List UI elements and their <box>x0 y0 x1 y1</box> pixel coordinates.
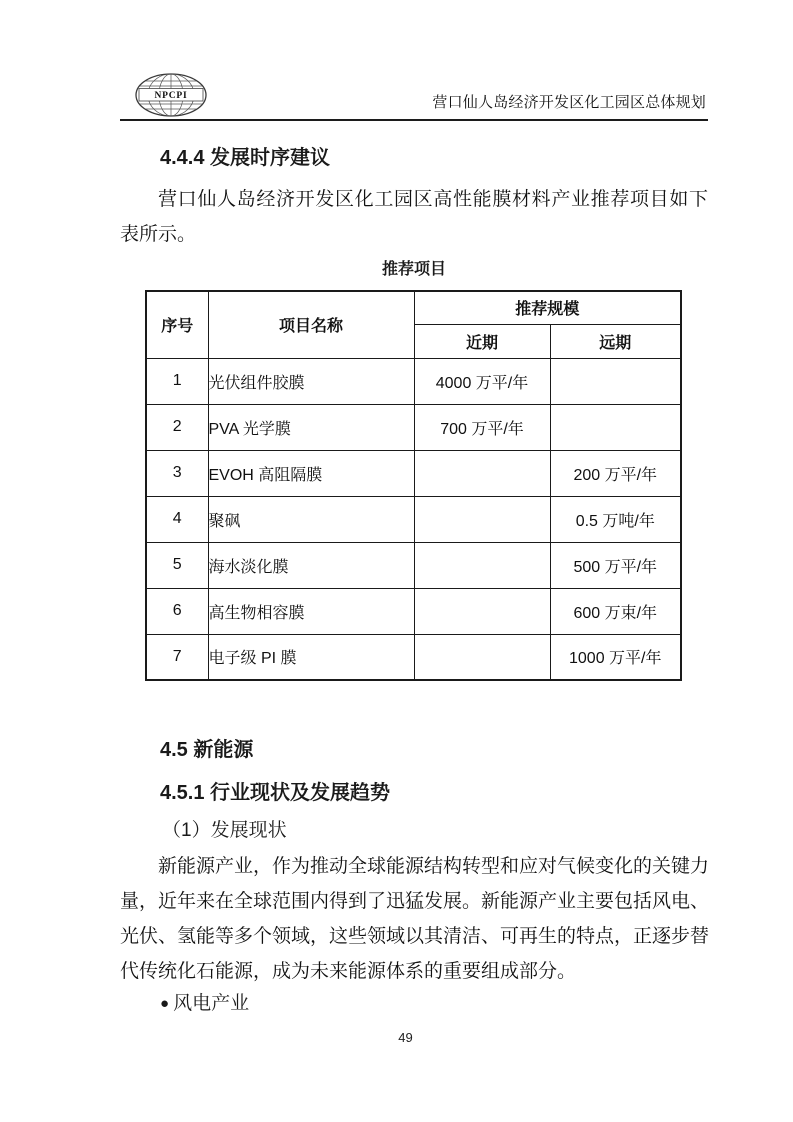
bullet-icon: ● <box>160 995 170 1012</box>
logo-text: NPCPI <box>154 91 188 102</box>
cell-no: 5 <box>146 542 208 588</box>
cell-near-term <box>414 450 550 496</box>
cell-far-term: 1000 万平/年 <box>550 634 681 680</box>
cell-project-name: 聚砜 <box>208 496 414 542</box>
heading-4-5-1: 4.5.1 行业现状及发展趋势 <box>160 782 391 804</box>
npcpi-globe-logo-icon <box>134 73 208 117</box>
cell-no: 1 <box>146 358 208 404</box>
heading-4-4-4: 4.4.4 发展时序建议 <box>160 147 331 169</box>
cell-near-term <box>414 496 550 542</box>
item-heading-1: （1）发展现状 <box>162 820 287 841</box>
col-header-name: 项目名称 <box>208 291 414 358</box>
cell-no: 4 <box>146 496 208 542</box>
table-row <box>146 542 681 588</box>
table-title: 推荐项目 <box>381 261 446 278</box>
paragraph-line: 量，近年来在全球范围内得到了迅猛发展。新能源产业主要包括风电、 <box>120 891 710 912</box>
bullet-text: 风电产业 <box>173 993 250 1014</box>
cell-project-name: PVA 光学膜 <box>208 404 414 450</box>
cell-project-name: 电子级 PI 膜 <box>208 634 414 680</box>
paragraph-line: 新能源产业，作为推动全球能源结构转型和应对气候变化的关键力 <box>158 856 710 877</box>
cell-no: 7 <box>146 634 208 680</box>
cell-far-term <box>550 358 681 404</box>
cell-project-name: 高生物相容膜 <box>208 588 414 634</box>
col-header-no: 序号 <box>146 291 208 358</box>
cell-near-term <box>414 634 550 680</box>
paragraph-line: 光伏、氢能等多个领域，这些领域以其清洁、可再生的特点，正逐步替 <box>120 926 710 947</box>
cell-project-name: 光伏组件胶膜 <box>208 358 414 404</box>
cell-no: 3 <box>146 450 208 496</box>
heading-4-5: 4.5 新能源 <box>160 739 254 761</box>
table-row <box>146 496 681 542</box>
document-title: 营口仙人岛经济开发区化工园区总体规划 <box>432 95 706 111</box>
table-row <box>146 358 681 404</box>
cell-near-term: 4000 万平/年 <box>414 358 550 404</box>
paragraph-line: 营口仙人岛经济开发区化工园区高性能膜材料产业推荐项目如下 <box>158 189 708 210</box>
page-number: 49 <box>398 1030 413 1045</box>
recommended-projects-table <box>145 290 682 681</box>
cell-near-term <box>414 542 550 588</box>
cell-project-name: EVOH 高阻隔膜 <box>208 450 414 496</box>
col-header-near: 近期 <box>414 324 550 358</box>
table-row <box>146 450 681 496</box>
cell-near-term <box>414 588 550 634</box>
cell-near-term: 700 万平/年 <box>414 404 550 450</box>
paragraph-45 <box>120 849 708 989</box>
cell-no: 2 <box>146 404 208 450</box>
bullet-item-wind-power <box>160 992 708 1016</box>
page-content <box>120 140 708 1016</box>
paragraph-line: 表所示。 <box>120 224 197 245</box>
table-row <box>146 404 681 450</box>
cell-far-term: 500 万平/年 <box>550 542 681 588</box>
cell-far-term: 600 万束/年 <box>550 588 681 634</box>
cell-far-term <box>550 404 681 450</box>
col-header-far: 远期 <box>550 324 681 358</box>
cell-far-term: 0.5 万吨/年 <box>550 496 681 542</box>
cell-project-name: 海水淡化膜 <box>208 542 414 588</box>
table-row <box>146 588 681 634</box>
paragraph-444 <box>120 182 708 252</box>
cell-far-term: 200 万平/年 <box>550 450 681 496</box>
cell-no: 6 <box>146 588 208 634</box>
col-header-scale: 推荐规模 <box>414 291 681 324</box>
table-row <box>146 634 681 680</box>
paragraph-line: 代传统化石能源，成为未来能源体系的重要组成部分。 <box>120 961 577 982</box>
page-header <box>120 72 708 121</box>
